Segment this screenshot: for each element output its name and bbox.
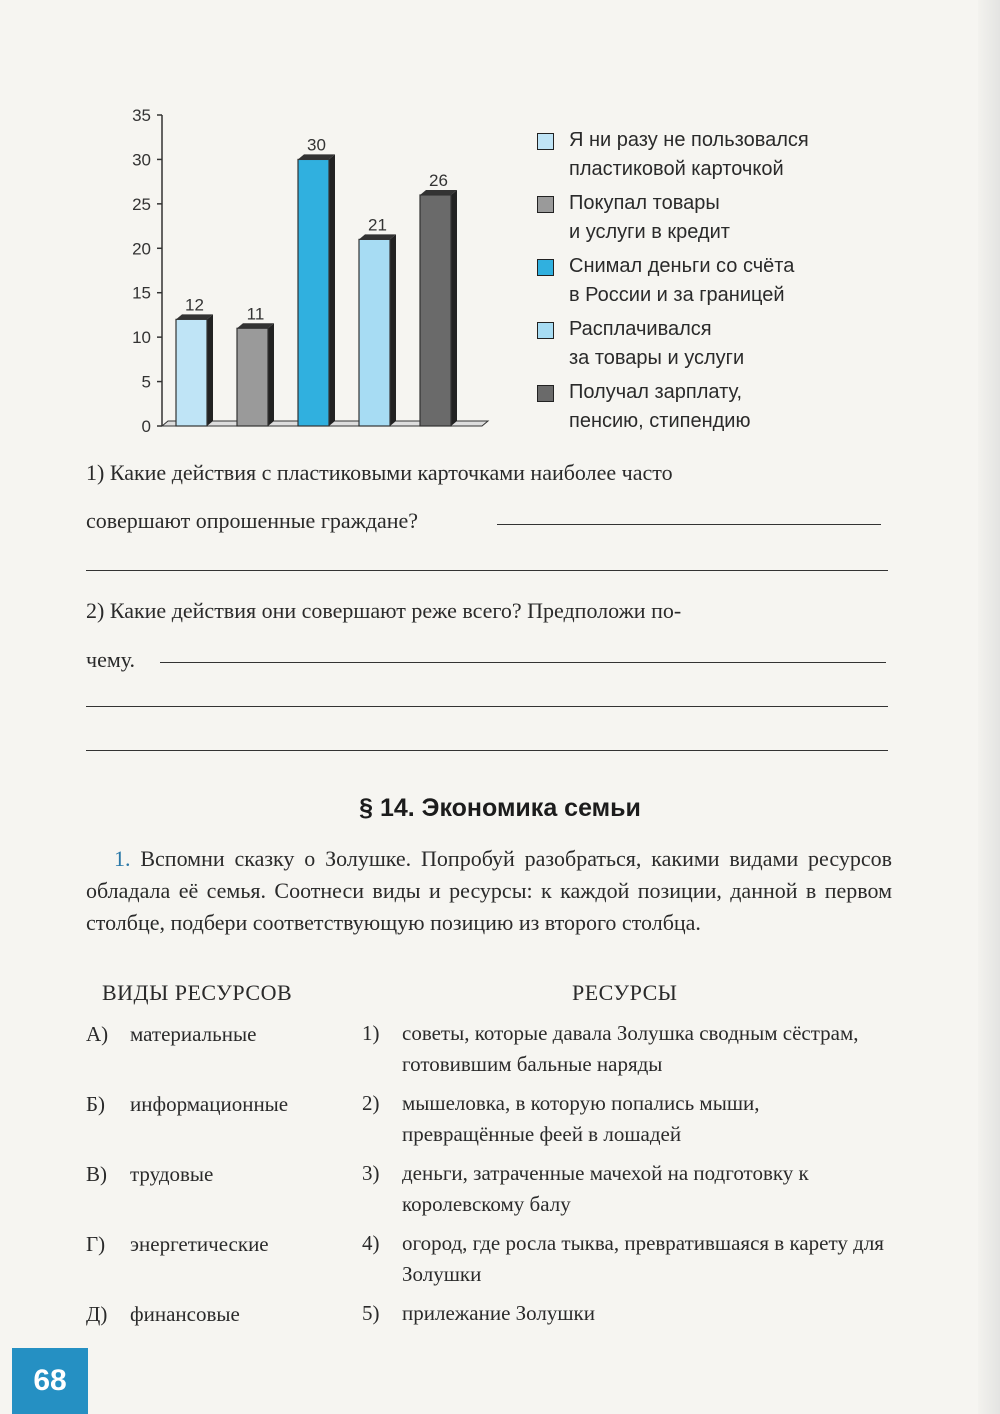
legend-text: Расплачивался — [569, 318, 712, 340]
resource-text: мышеловка, в которую попались мыши, превращённые феей в лошадей — [402, 1091, 760, 1146]
bar-top — [359, 234, 396, 239]
section-title: § 14. Экономика семьи — [359, 794, 641, 822]
y-tick-label: 15 — [132, 283, 151, 303]
legend-swatch — [537, 385, 554, 402]
bar — [298, 159, 329, 426]
bar-top — [176, 314, 213, 319]
kind-item — [86, 1162, 213, 1187]
y-tick-label: 20 — [132, 239, 151, 259]
answer-line[interactable] — [160, 662, 886, 663]
legend-text: за товары и услуги — [569, 347, 745, 369]
page-number: 68 — [12, 1348, 88, 1414]
question-2-line-2: чему. — [86, 647, 136, 672]
y-tick-label: 30 — [132, 150, 151, 170]
y-tick-label: 25 — [132, 194, 151, 214]
resource-text: деньги, затраченные мачехой на подготовку к королевскому балу — [402, 1161, 809, 1216]
kind-text: энергетические — [130, 1232, 269, 1256]
resource-item — [362, 1088, 892, 1150]
bar-side — [207, 314, 213, 426]
bar-side — [390, 234, 396, 426]
legend-swatch — [537, 196, 554, 213]
bar-side — [268, 323, 274, 426]
legend-text: Снимал деньги со счёта — [569, 255, 795, 277]
y-tick-label: 5 — [141, 372, 151, 392]
column-header-resources: РЕСУРСЫ — [572, 980, 678, 1005]
bar-value-label: 30 — [307, 135, 326, 155]
task-text — [86, 843, 892, 939]
resource-number: 4) — [362, 1231, 380, 1255]
bar-top — [298, 154, 335, 159]
kind-letter: В) — [86, 1162, 107, 1186]
task-number: 1. — [114, 846, 131, 871]
resource-text: огород, где росла тыква, превратившаяся в карету для Золушки — [402, 1231, 884, 1286]
bar-top — [420, 190, 457, 195]
legend-swatch — [537, 259, 554, 276]
bar-value-label: 12 — [185, 295, 204, 315]
resource-number: 1) — [362, 1021, 380, 1045]
legend-text: пенсию, стипендию — [569, 410, 751, 432]
answer-line[interactable] — [86, 706, 888, 707]
kind-letter: Б) — [86, 1092, 106, 1116]
kind-item — [86, 1022, 256, 1047]
kind-letter: А) — [86, 1022, 109, 1046]
bar-chart — [110, 95, 500, 440]
chart-legend — [537, 126, 857, 441]
resource-number: 2) — [362, 1091, 380, 1115]
kind-text: материальные — [130, 1022, 257, 1046]
resource-number: 3) — [362, 1161, 380, 1185]
kind-text: информационные — [130, 1092, 289, 1116]
y-tick-label: 35 — [132, 106, 151, 125]
resource-item — [362, 1018, 892, 1080]
bar-side — [451, 190, 457, 426]
bar-top — [237, 323, 274, 328]
legend-text: и услуги в кредит — [569, 221, 730, 243]
kind-letter: Д) — [86, 1302, 108, 1326]
question-1-line-2: совершают опрошенные граждане? — [86, 508, 419, 533]
resource-number: 5) — [362, 1301, 380, 1325]
kind-item — [86, 1232, 269, 1257]
legend-item-salary — [537, 378, 857, 436]
answer-line[interactable] — [86, 570, 888, 571]
legend-item-credit — [537, 189, 857, 247]
legend-swatch — [537, 322, 554, 339]
bar — [359, 239, 390, 426]
bar — [420, 195, 451, 426]
answer-line[interactable] — [86, 750, 888, 751]
column-header-kinds: ВИДЫ РЕСУРСОВ — [102, 980, 293, 1005]
bar-value-label: 21 — [368, 215, 387, 235]
kind-letter: Г) — [86, 1232, 106, 1256]
legend-item-paid — [537, 315, 857, 373]
legend-text: Получал зарплату, — [569, 381, 743, 403]
legend-swatch — [537, 133, 554, 150]
resource-item — [362, 1228, 892, 1290]
task-body: Вспомни сказку о Золушке. Попробуй разобраться, какими видами ресурсов обладала её семья. Соотнеси виды и ресурсы: к каждой позиции, данной в первом столбце, подбери соответствующую позицию из второго столбца. — [86, 846, 893, 935]
legend-text: в России и за границей — [569, 284, 785, 306]
resource-text: советы, которые давала Золушка сводным сёстрам, готовившим бальные наряды — [402, 1021, 859, 1076]
kind-text: финансовые — [130, 1302, 240, 1326]
legend-text: Покупал товары — [569, 192, 720, 214]
kind-item — [86, 1092, 288, 1117]
kind-item — [86, 1302, 240, 1327]
bar — [237, 328, 268, 426]
resource-text: прилежание Золушки — [402, 1301, 595, 1325]
question-2-line-1: 2) Какие действия они совершают реже всего? Предположи по- — [86, 598, 682, 623]
legend-text: пластиковой карточкой — [569, 158, 784, 180]
bar-value-label: 11 — [246, 304, 265, 324]
legend-text: Я ни разу не пользовался — [569, 129, 809, 151]
question-1-line-1: 1) Какие действия с пластиковыми карточками наиболее часто — [86, 460, 673, 485]
legend-item-withdraw — [537, 252, 857, 310]
y-tick-label: 0 — [141, 417, 151, 436]
bar-value-label: 26 — [429, 170, 448, 190]
resource-item — [362, 1298, 892, 1329]
legend-item-never-used — [537, 126, 857, 184]
resource-item — [362, 1158, 892, 1220]
answer-line[interactable] — [497, 524, 881, 525]
bar — [176, 319, 207, 426]
y-tick-label: 10 — [132, 328, 151, 348]
page-edge — [978, 0, 1000, 1414]
bar-side — [329, 154, 335, 426]
kind-text: трудовые — [130, 1162, 214, 1186]
